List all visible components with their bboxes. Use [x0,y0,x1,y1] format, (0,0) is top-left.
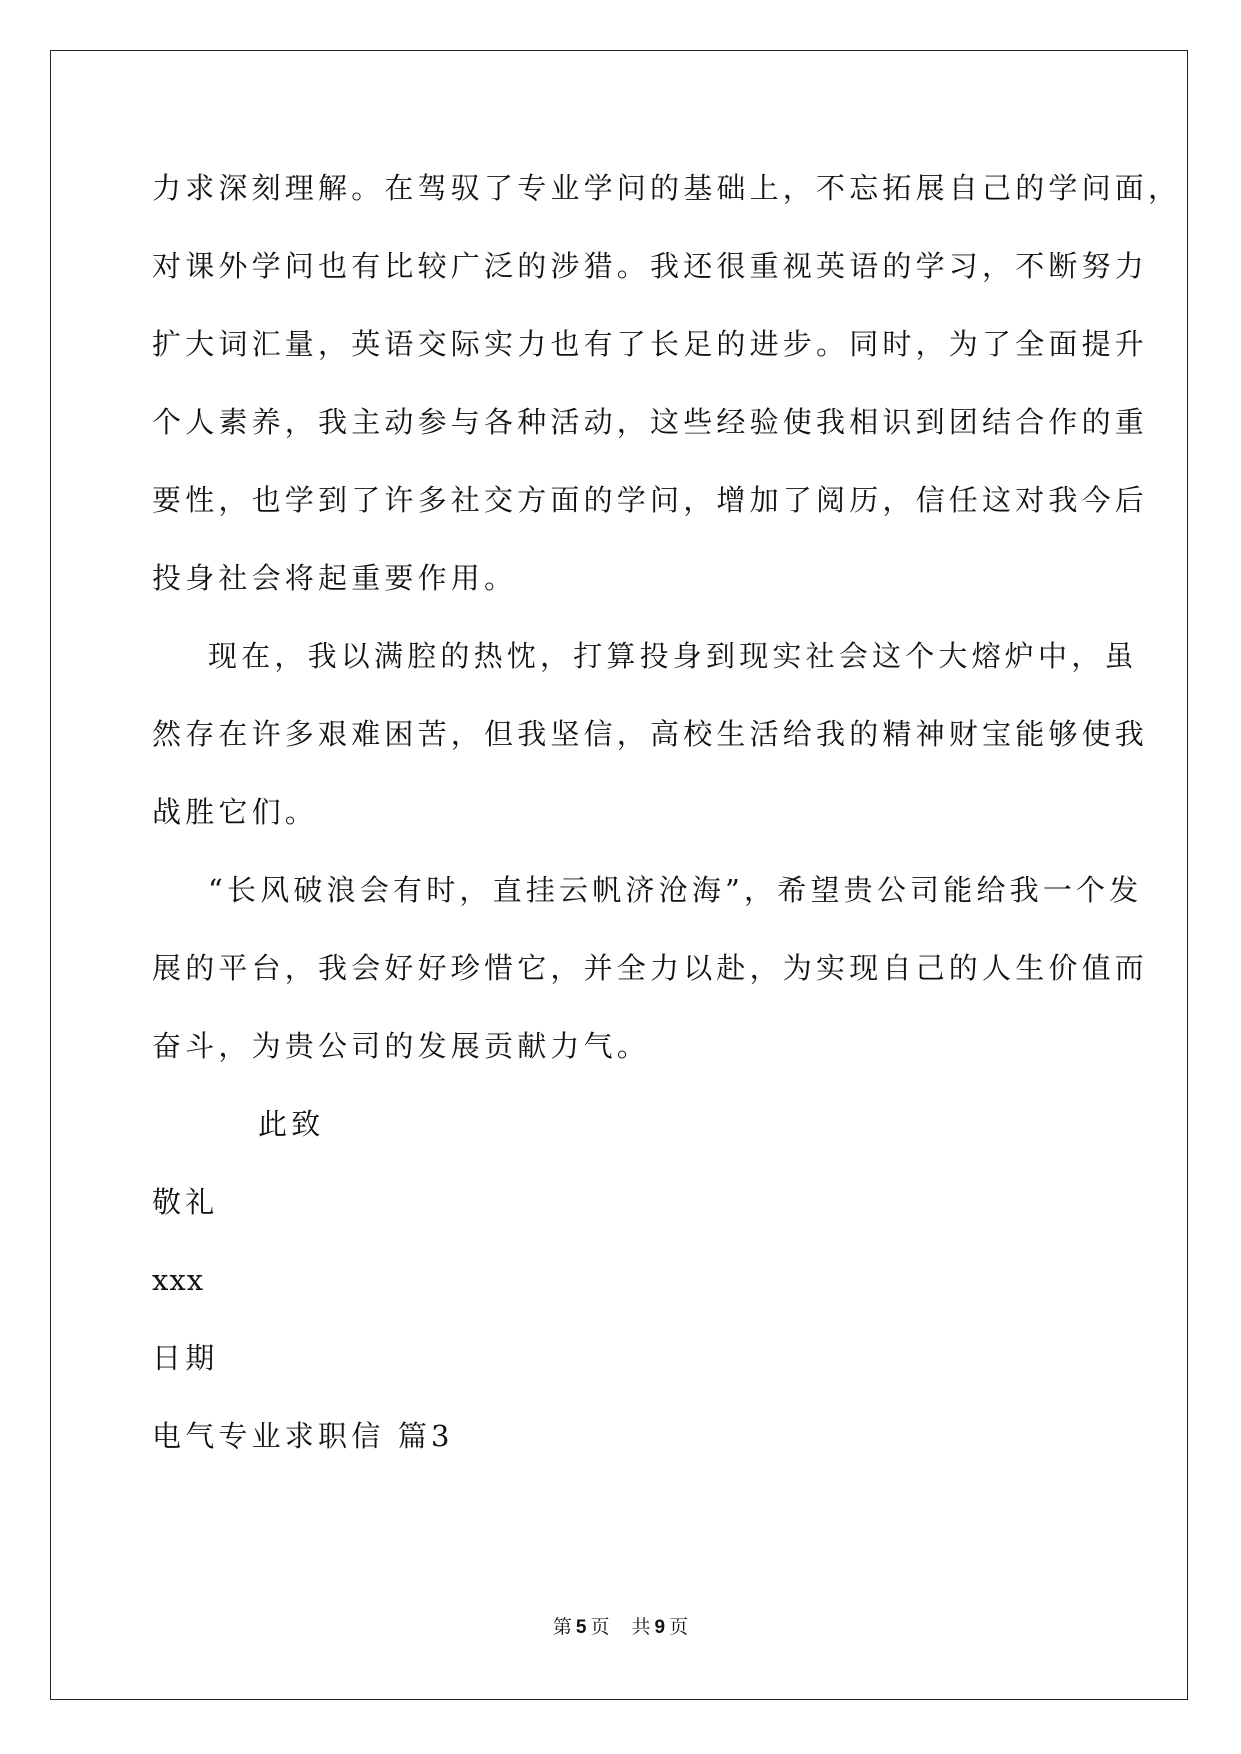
body-line-8: 然存在许多艰难困苦，但我坚信，高校生活给我的精神财宝能够使我 [152,717,1149,751]
page-unit: 页 [590,1616,610,1638]
body-line-9: 战胜它们。 [152,795,319,829]
body-line-11: 展的平台，我会好好珍惜它，并全力以赴，为实现自己的人生价值而 [152,951,1149,985]
body-line-10: “长风破浪会有时，直挂云帆济沧海”，希望贵公司能给我一个发 [208,873,1143,907]
body-line-5: 要性，也学到了许多社交方面的学问，增加了阅历，信任这对我今后 [152,483,1149,517]
signature-name: xxx [152,1263,205,1297]
body-line-1: 力求深刻理解。在驾驭了专业学问的基础上，不忘拓展自己的学问面， [152,171,1182,205]
closing-regards: 敬礼 [152,1185,219,1219]
body-line-7: 现在，我以满腔的热忱，打算投身到现实社会这个大熔炉中，虽 [208,639,1138,673]
section-heading: 电气专业求职信 篇3 [152,1419,454,1453]
body-line-12: 奋斗，为贵公司的发展贡献力气。 [152,1029,651,1063]
body-line-6: 投身社会将起重要作用。 [152,561,518,595]
page-footer [0,1612,1241,1639]
total-unit: 页 [669,1616,689,1638]
body-line-3: 扩大词汇量，英语交际实力也有了长足的进步。同时，为了全面提升 [152,327,1149,361]
total-prefix: 共 [631,1616,651,1638]
current-page-number: 5 [575,1617,587,1638]
signature-date: 日期 [152,1341,219,1375]
total-page-number: 9 [654,1617,666,1638]
body-line-2: 对课外学问也有比较广泛的涉猎。我还很重视英语的学习，不断努力 [152,249,1149,283]
body-line-4: 个人素养，我主动参与各种活动，这些经验使我相识到团结合作的重 [152,405,1149,439]
closing-salutation: 此致 [258,1107,325,1141]
page-prefix: 第 [552,1616,572,1638]
